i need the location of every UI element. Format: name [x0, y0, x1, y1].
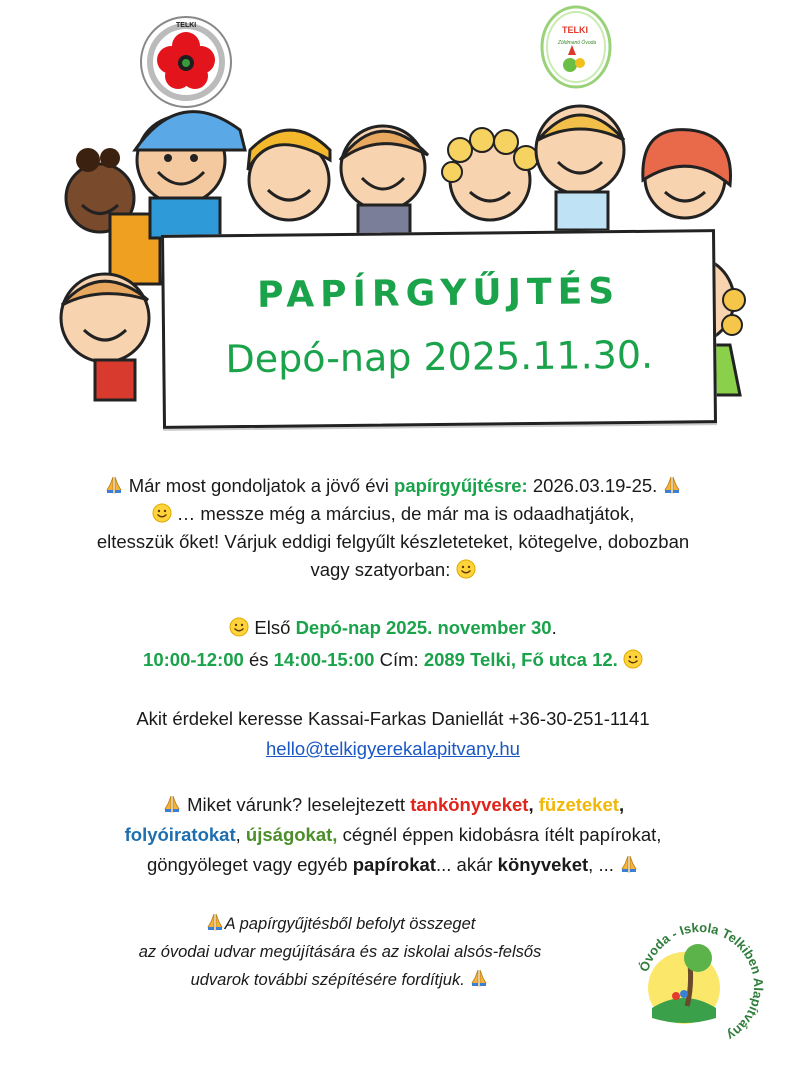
- ujsagokat-word: újságokat,: [245, 824, 338, 845]
- fuzeteket-word: füzeteket: [538, 794, 619, 815]
- items-text-3: göngyöleget vagy egyéb: [146, 854, 348, 875]
- tankonyveket-word: tankönyveket: [410, 794, 529, 815]
- contact-person-phone: keresse Kassai-Farkas Daniellát +36-30-251-1141: [238, 708, 650, 729]
- smiley-icon: [456, 559, 476, 579]
- ellipsis: , ...: [588, 854, 614, 875]
- and-word: és: [248, 649, 269, 670]
- konyveket-word: könyveket: [497, 854, 589, 875]
- items-intro: Miket várunk? leselejtezett: [187, 794, 406, 815]
- next-collection-dates: 2026.03.19-25.: [532, 475, 658, 496]
- intro-text-2: … messze még a március, de már ma is odaadhatjátok,: [176, 503, 635, 524]
- smiley-icon: [152, 503, 172, 523]
- address-value: 2089 Telki, Fő utca 12.: [423, 649, 618, 670]
- logo-right-title: TELKI: [562, 25, 588, 35]
- comma: ,: [618, 794, 625, 815]
- praying-hands-icon: [662, 475, 682, 495]
- logo-right-subtitle: Zöldmanó Óvoda: [557, 40, 597, 46]
- foundation-logo: [632, 918, 768, 1054]
- depo-nap-paragraph: [20, 612, 766, 676]
- banner-title: PAPÍRGYŰJTÉS: [256, 271, 621, 316]
- papirgyujtes-word: papírgyűjtésre:: [394, 475, 528, 496]
- contact-intro: Akit érdekel: [136, 708, 233, 729]
- akar-text: ... akár: [435, 854, 493, 875]
- accepted-items-paragraph: [20, 790, 766, 880]
- logo-left-text: TELKI: [176, 22, 197, 29]
- contact-email-link[interactable]: hello@telkigyerekalapitvany.hu: [266, 738, 520, 759]
- praying-hands-icon: [205, 912, 225, 932]
- kids-banner-illustration: [40, 0, 760, 430]
- contact-paragraph: [20, 704, 766, 764]
- period: .: [551, 617, 557, 638]
- purpose-line-1: A papírgyűjtésből befolyt összeget: [224, 915, 476, 933]
- papirokat-word: papírokat: [352, 854, 436, 875]
- depo-nap-date: Depó-nap 2025. november 30: [295, 617, 552, 638]
- foundation-ring-text: Óvoda - Iskola Telkiben Alapítvány: [636, 919, 767, 1044]
- purpose-line-3: udvarok további szépítésére fordítjuk.: [190, 971, 465, 989]
- smiley-icon: [229, 617, 249, 637]
- time-slot-1: 10:00-12:00: [143, 649, 244, 670]
- intro-text: Már most gondoljatok a jövő évi: [128, 475, 389, 496]
- folyoiratokat-word: folyóiratokat: [124, 824, 236, 845]
- elso-label: Első: [254, 617, 291, 638]
- time-slot-2: 14:00-15:00: [273, 649, 375, 670]
- purpose-line-2: az óvodai udvar megújítására és az iskolai alsós-felsős: [138, 943, 542, 961]
- praying-hands-icon: [469, 968, 489, 988]
- intro-text-4: vagy szatyorban:: [310, 559, 451, 580]
- intro-paragraph: [20, 472, 766, 584]
- banner-subtitle: Depó-nap 2025.11.30.: [225, 332, 654, 382]
- smiley-icon: [623, 649, 643, 669]
- address-label: Cím:: [379, 649, 419, 670]
- praying-hands-icon: [162, 794, 182, 814]
- comma: ,: [235, 824, 241, 845]
- items-text-2: cégnél éppen kidobásra ítélt papírokat,: [342, 824, 662, 845]
- praying-hands-icon: [104, 475, 124, 495]
- intro-text-3: eltesszük őket! Várjuk eddigi felgyűlt készleteteket, kötegelve, dobozban: [96, 531, 690, 552]
- praying-hands-icon: [619, 854, 639, 874]
- purpose-paragraph: [120, 910, 560, 994]
- papirgyujtes-banner: [161, 229, 717, 429]
- comma: ,: [528, 794, 534, 815]
